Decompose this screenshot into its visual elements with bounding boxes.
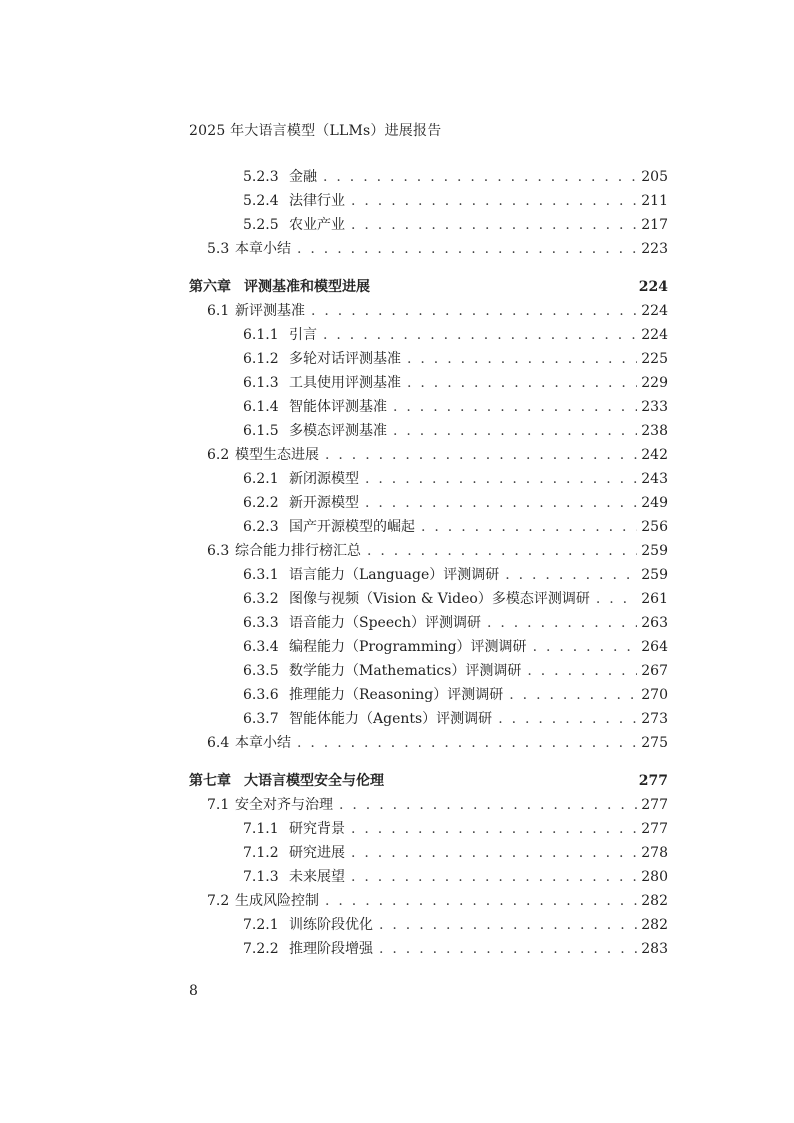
toc-entry-page: 242 <box>641 447 668 463</box>
toc-leader-dots <box>596 587 637 611</box>
toc-leader-dots <box>407 371 637 395</box>
toc-subsection-entry[interactable] <box>189 611 668 635</box>
toc-section-entry[interactable] <box>189 889 668 913</box>
toc-entry-title: 研究进展 <box>289 845 345 861</box>
toc-entry-page: 224 <box>641 327 668 343</box>
toc-entry-number: 7.1 <box>207 797 230 813</box>
toc-leader-dots <box>365 467 637 491</box>
toc-entry-page: 259 <box>641 543 668 559</box>
toc-entry-page: 273 <box>641 711 668 727</box>
toc-entry-page: 217 <box>641 217 668 233</box>
toc-entry-title: 研究背景 <box>289 821 345 837</box>
toc-entry-page: 205 <box>641 169 668 185</box>
toc-section-entry[interactable] <box>189 731 668 755</box>
toc-entry-number: 6.3.6 <box>243 687 279 703</box>
toc-entry-page: 282 <box>641 893 668 909</box>
toc-entry-page: 238 <box>641 423 668 439</box>
toc-entry-page: 264 <box>641 639 668 655</box>
toc-entry-number: 6.1.4 <box>243 399 279 415</box>
toc-entry-title: 推理阶段增强 <box>289 941 373 957</box>
toc-entry-number: 6.3.1 <box>243 567 279 583</box>
toc-section-entry[interactable] <box>189 539 668 563</box>
toc-entry-title: 语言能力（Language）评测调研 <box>289 567 500 583</box>
toc-leader-dots <box>487 611 637 635</box>
toc-entry-title: 引言 <box>289 327 317 343</box>
toc-entry-title: 图像与视频（Vision & Video）多模态评测调研 <box>289 591 590 607</box>
toc-entry-number: 7.1.1 <box>243 821 279 837</box>
table-of-contents <box>189 165 668 961</box>
toc-entry-page: 259 <box>641 567 668 583</box>
toc-leader-dots <box>509 683 637 707</box>
toc-section-entry[interactable] <box>189 299 668 323</box>
toc-subsection-entry[interactable] <box>189 659 668 683</box>
toc-subsection-entry[interactable] <box>189 395 668 419</box>
toc-entry-title: 新评测基准 <box>235 303 305 319</box>
toc-entry-number: 第六章 <box>189 279 231 295</box>
toc-entry-number: 6.3.2 <box>243 591 279 607</box>
toc-entry-number: 5.2.4 <box>243 193 279 209</box>
toc-entry-number: 7.1.3 <box>243 869 279 885</box>
toc-entry-number: 第七章 <box>189 773 231 789</box>
toc-leader-dots <box>365 491 637 515</box>
toc-entry-page: 223 <box>641 241 668 257</box>
toc-entry-page: 277 <box>641 797 668 813</box>
toc-leader-dots <box>393 419 637 443</box>
toc-entry-page: 267 <box>641 663 668 679</box>
toc-entry-title: 综合能力排行榜汇总 <box>235 543 361 559</box>
toc-subsection-entry[interactable] <box>189 515 668 539</box>
toc-subsection-entry[interactable] <box>189 419 668 443</box>
toc-chapter-entry[interactable] <box>189 275 668 299</box>
toc-entry-number: 5.3 <box>207 241 230 257</box>
toc-subsection-entry[interactable] <box>189 865 668 889</box>
toc-entry-title: 多轮对话评测基准 <box>289 351 401 367</box>
toc-subsection-entry[interactable] <box>189 937 668 961</box>
toc-leader-dots <box>351 817 637 841</box>
toc-subsection-entry[interactable] <box>189 371 668 395</box>
toc-entry-title: 大语言模型安全与伦理 <box>244 773 384 789</box>
toc-entry-number: 6.1.2 <box>243 351 279 367</box>
toc-section-entry[interactable] <box>189 443 668 467</box>
toc-entry-title: 法律行业 <box>289 193 345 209</box>
toc-entry-number: 5.2.3 <box>243 169 279 185</box>
toc-entry-page: 225 <box>641 351 668 367</box>
toc-leader-dots <box>325 443 637 467</box>
toc-entry-number: 7.2.1 <box>243 917 279 933</box>
toc-entry-title: 多模态评测基准 <box>289 423 387 439</box>
toc-entry-page: 229 <box>641 375 668 391</box>
toc-entry-title: 金融 <box>289 169 317 185</box>
toc-entry-page: 243 <box>641 471 668 487</box>
toc-entry-number: 6.1.5 <box>243 423 279 439</box>
chapter-gap <box>189 261 668 275</box>
toc-entry-title: 生成风险控制 <box>235 893 319 909</box>
toc-subsection-entry[interactable] <box>189 817 668 841</box>
toc-entry-number: 7.2.2 <box>243 941 279 957</box>
running-header: 2025 年大语言模型（LLMs）进展报告 <box>189 123 442 139</box>
toc-entry-title: 本章小结 <box>235 735 291 751</box>
toc-section-entry[interactable] <box>189 237 668 261</box>
toc-subsection-entry[interactable] <box>189 467 668 491</box>
toc-subsection-entry[interactable] <box>189 189 668 213</box>
toc-entry-title: 智能体能力（Agents）评测调研 <box>289 711 493 727</box>
toc-entry-title: 智能体评测基准 <box>289 399 387 415</box>
toc-entry-number: 6.2.1 <box>243 471 279 487</box>
toc-entry-page: 282 <box>641 917 668 933</box>
toc-entry-number: 6.1.3 <box>243 375 279 391</box>
page-number: 8 <box>189 983 198 999</box>
toc-entry-number: 6.1.1 <box>243 327 279 343</box>
toc-leader-dots <box>367 539 637 563</box>
toc-entry-number: 6.2 <box>207 447 230 463</box>
toc-subsection-entry[interactable] <box>189 587 668 611</box>
toc-subsection-entry[interactable] <box>189 491 668 515</box>
toc-entry-number: 5.2.5 <box>243 217 279 233</box>
toc-subsection-entry[interactable] <box>189 683 668 707</box>
toc-leader-dots <box>297 237 637 261</box>
toc-subsection-entry[interactable] <box>189 707 668 731</box>
toc-entry-page: 249 <box>641 495 668 511</box>
toc-entry-number: 6.3.4 <box>243 639 279 655</box>
toc-entry-title: 推理能力（Reasoning）评测调研 <box>289 687 504 703</box>
toc-entry-page: 277 <box>641 821 668 837</box>
toc-entry-title: 评测基准和模型进展 <box>244 279 370 295</box>
toc-entry-number: 6.3 <box>207 543 230 559</box>
toc-subsection-entry[interactable] <box>189 635 668 659</box>
toc-entry-page: 256 <box>641 519 668 535</box>
toc-subsection-entry[interactable] <box>189 913 668 937</box>
toc-leader-dots <box>393 395 637 419</box>
toc-leader-dots <box>351 841 637 865</box>
toc-entry-title: 农业产业 <box>289 217 345 233</box>
toc-entry-title: 编程能力（Programming）评测调研 <box>289 639 527 655</box>
toc-entry-page: 278 <box>641 845 668 861</box>
toc-entry-title: 国产开源模型的崛起 <box>289 519 415 535</box>
toc-leader-dots <box>505 563 637 587</box>
toc-leader-dots <box>351 213 637 237</box>
toc-entry-number: 6.2.3 <box>243 519 279 535</box>
toc-chapter-entry[interactable] <box>189 769 668 793</box>
toc-entry-page: 224 <box>641 303 668 319</box>
toc-subsection-entry[interactable] <box>189 165 668 189</box>
toc-entry-page: 261 <box>641 591 668 607</box>
toc-subsection-entry[interactable] <box>189 841 668 865</box>
toc-leader-dots <box>311 299 637 323</box>
toc-entry-number: 6.3.7 <box>243 711 279 727</box>
toc-entry-page: 283 <box>641 941 668 957</box>
toc-entry-number: 7.1.2 <box>243 845 279 861</box>
toc-entry-title: 新开源模型 <box>289 495 359 511</box>
toc-entry-number: 6.3.5 <box>243 663 279 679</box>
toc-leader-dots <box>533 635 638 659</box>
toc-leader-dots <box>351 865 637 889</box>
toc-leader-dots <box>351 189 637 213</box>
toc-entry-title: 本章小结 <box>235 241 291 257</box>
toc-entry-title: 模型生态进展 <box>235 447 319 463</box>
toc-entry-title: 训练阶段优化 <box>289 917 373 933</box>
toc-entry-number: 6.3.3 <box>243 615 279 631</box>
toc-leader-dots <box>421 515 637 539</box>
toc-entry-page: 224 <box>638 279 668 295</box>
chapter-gap <box>189 755 668 769</box>
toc-leader-dots <box>323 323 637 347</box>
toc-entry-page: 263 <box>641 615 668 631</box>
toc-leader-dots <box>323 165 637 189</box>
toc-subsection-entry[interactable] <box>189 563 668 587</box>
toc-leader-dots <box>325 889 637 913</box>
toc-subsection-entry[interactable] <box>189 347 668 371</box>
toc-subsection-entry[interactable] <box>189 323 668 347</box>
toc-entry-page: 280 <box>641 869 668 885</box>
toc-subsection-entry[interactable] <box>189 213 668 237</box>
toc-entry-title: 语音能力（Speech）评测调研 <box>289 615 481 631</box>
toc-entry-page: 275 <box>641 735 668 751</box>
toc-entry-page: 233 <box>641 399 668 415</box>
toc-entry-page: 211 <box>641 193 668 209</box>
toc-leader-dots <box>339 793 637 817</box>
toc-leader-dots <box>498 707 637 731</box>
toc-entry-number: 6.1 <box>207 303 230 319</box>
toc-section-entry[interactable] <box>189 793 668 817</box>
toc-entry-page: 270 <box>641 687 668 703</box>
toc-entry-number: 6.4 <box>207 735 230 751</box>
toc-entry-number: 7.2 <box>207 893 230 909</box>
toc-leader-dots <box>379 937 637 961</box>
toc-leader-dots <box>407 347 637 371</box>
toc-entry-title: 新闭源模型 <box>289 471 359 487</box>
toc-entry-title: 工具使用评测基准 <box>289 375 401 391</box>
toc-entry-title: 数学能力（Mathematics）评测调研 <box>289 663 522 679</box>
toc-entry-page: 277 <box>638 773 668 789</box>
toc-entry-number: 6.2.2 <box>243 495 279 511</box>
toc-leader-dots <box>379 913 637 937</box>
toc-entry-title: 未来展望 <box>289 869 345 885</box>
toc-entry-title: 安全对齐与治理 <box>235 797 333 813</box>
toc-leader-dots <box>527 659 637 683</box>
toc-leader-dots <box>297 731 637 755</box>
